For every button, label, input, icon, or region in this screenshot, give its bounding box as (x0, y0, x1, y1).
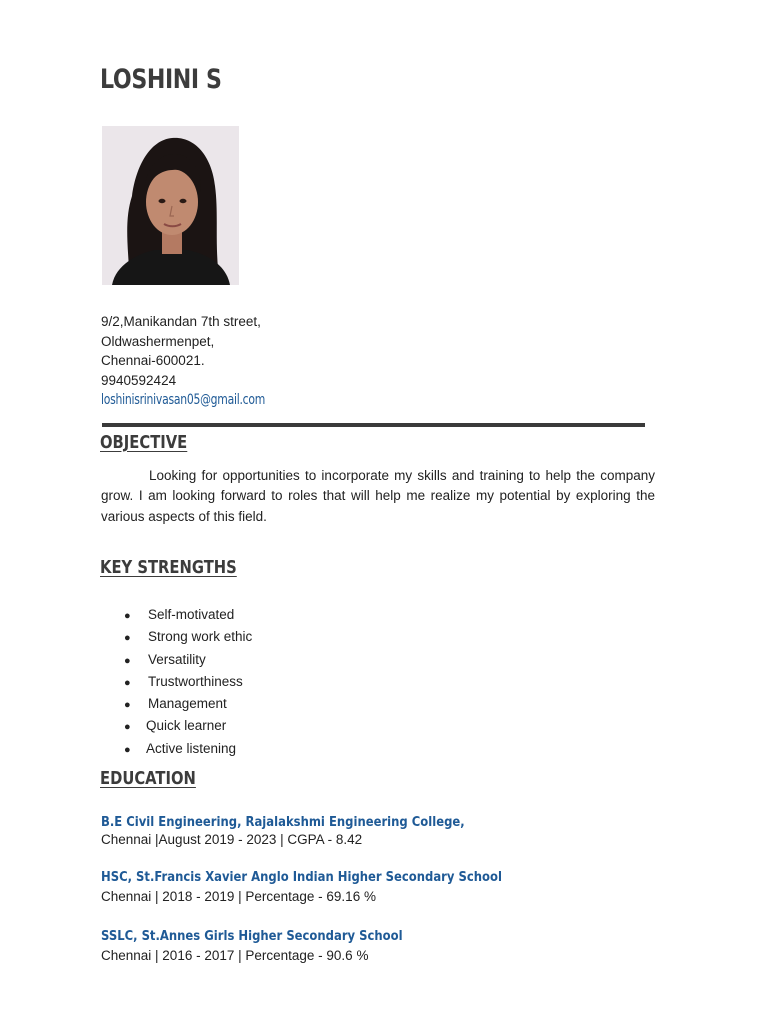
address-line-3: Chennai-600021. (101, 353, 205, 368)
objective-heading: OBJECTIVE (100, 432, 188, 453)
address-line-2: Oldwashermenpet, (101, 333, 215, 349)
education-title: HSC, St.Francis Xavier Anglo Indian Higher Secondary School (101, 869, 502, 885)
list-item: ● Active listening (124, 738, 252, 760)
profile-photo (102, 126, 239, 285)
section-divider (102, 423, 645, 427)
strengths-heading: KEY STRENGTHS (100, 557, 237, 578)
education-detail: Chennai | 2016 - 2017 | Percentage - 90.6 % (101, 948, 369, 963)
education-title: B.E Civil Engineering, Rajalakshmi Engineering College, (101, 814, 465, 830)
list-item: ● Versatility (124, 649, 252, 671)
education-heading: EDUCATION (100, 768, 196, 789)
education-title: SSLC, St.Annes Girls Higher Secondary School (101, 928, 403, 944)
education-detail: Chennai | 2018 - 2019 | Percentage - 69.16 % (101, 889, 376, 904)
email-link[interactable]: loshinisrinivasan05@gmail.com (101, 392, 266, 408)
bullet-icon: ● (124, 632, 131, 645)
bullet-icon: ● (124, 676, 131, 689)
address-line-1: 9/2,Manikandan 7th street, (101, 314, 261, 329)
education-detail: Chennai |August 2019 - 2023 | CGPA - 8.42 (101, 832, 363, 847)
list-item: ● Management (124, 693, 252, 715)
bullet-icon: ● (124, 721, 131, 734)
bullet-icon: ● (124, 743, 131, 756)
list-item: ● Self-motivated (124, 604, 252, 626)
objective-text: Looking for opportunities to incorporate my skills and training to help the company grow. I am looking forward to roles that will help me realize my potential by exploring the various aspects of this field. (101, 468, 655, 524)
list-item: ● Strong work ethic (124, 626, 252, 648)
strengths-list (124, 604, 252, 760)
education-entry (101, 813, 524, 849)
contact-block (101, 312, 292, 411)
list-item: ● Quick learner (124, 715, 252, 737)
education-entry (101, 927, 452, 965)
education-entry (101, 868, 567, 906)
bullet-icon: ● (124, 610, 131, 622)
phone-number: 9940592424 (101, 372, 177, 388)
list-item: ● Trustworthiness (124, 671, 252, 693)
bullet-icon: ● (124, 699, 131, 712)
bullet-icon: ● (124, 654, 131, 667)
candidate-name: LOSHINI S (100, 64, 222, 95)
